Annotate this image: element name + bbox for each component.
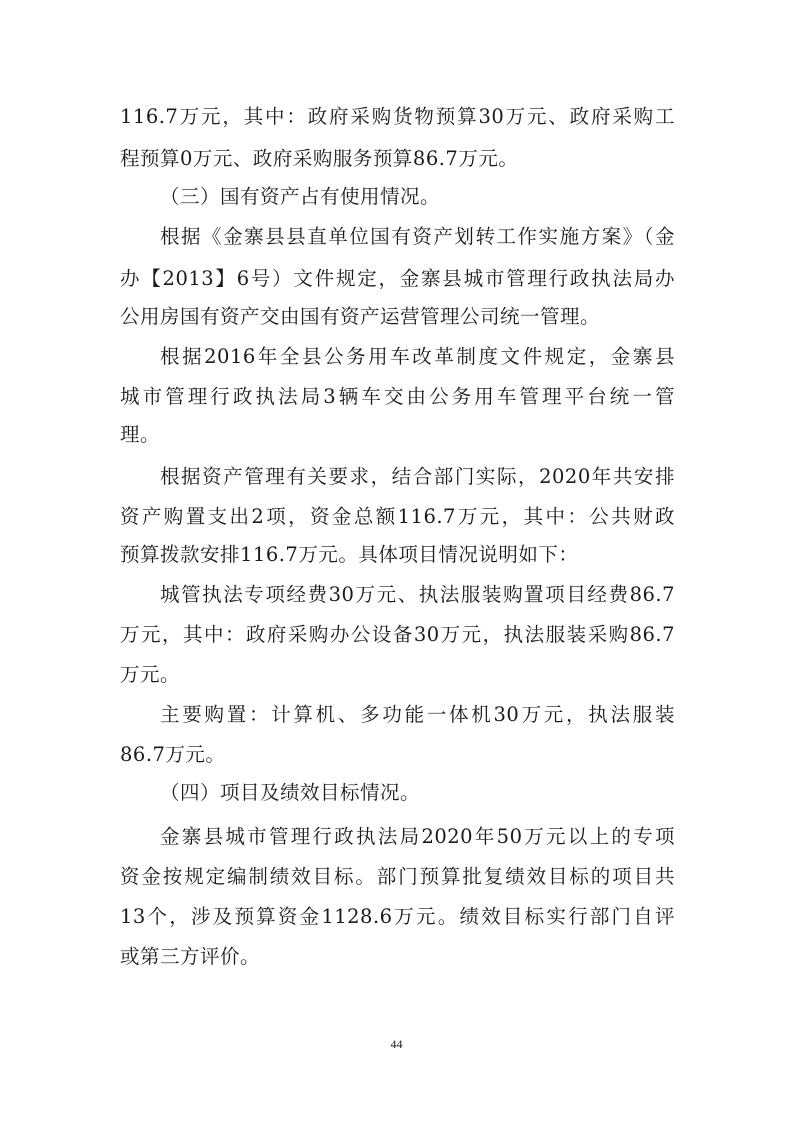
body-line: 资产购置支出2项，资金总额116.7万元，其中：公共财政 xyxy=(120,505,675,528)
body-line: 万元，其中：政府采购办公设备30万元，执法服装采购86.7 xyxy=(120,623,675,646)
section-heading: （四）项目及绩效目标情况。 xyxy=(160,781,421,804)
section-heading: （三）国有资产占有使用情况。 xyxy=(160,185,441,208)
body-line: 程预算0万元、政府采购服务预算86.7万元。 xyxy=(120,147,519,170)
body-line: 13个，涉及预算资金1128.6万元。绩效目标实行部门自评 xyxy=(120,905,675,928)
body-line: 或第三方评价。 xyxy=(120,945,261,968)
body-line: 金寨县城市管理行政执法局2020年50万元以上的专项 xyxy=(160,825,675,848)
body-line: 资金按规定编制绩效目标。部门预算批复绩效目标的项目共 xyxy=(120,865,675,888)
body-line: 根据资产管理有关要求，结合部门实际，2020年共安排 xyxy=(160,465,675,488)
body-line: 预算拨款安排116.7万元。具体项目情况说明如下： xyxy=(120,543,579,566)
body-line: 万元。 xyxy=(120,663,181,686)
body-line: 主要购置：计算机、多功能一体机30万元，执法服装 xyxy=(160,703,675,726)
body-line: 理。 xyxy=(120,423,161,446)
body-line: 城市管理行政执法局3辆车交由公务用车管理平台统一管 xyxy=(120,385,675,408)
body-line: 根据《金寨县县直单位国有资产划转工作实施方案》（金 xyxy=(160,225,675,248)
body-line: 116.7万元，其中：政府采购货物预算30万元、政府采购工 xyxy=(120,105,675,128)
body-line: 公用房国有资产交由国有资产运营管理公司统一管理。 xyxy=(120,305,601,328)
body-line: 根据2016年全县公务用车改革制度文件规定，金寨县 xyxy=(160,345,675,368)
body-line: 办【2013】6号）文件规定，金寨县城市管理行政执法局办 xyxy=(120,267,675,290)
body-line: 86.7万元。 xyxy=(120,743,226,766)
page-number: 44 xyxy=(390,1037,403,1051)
body-line: 城管执法专项经费30万元、执法服装购置项目经费86.7 xyxy=(160,583,675,606)
